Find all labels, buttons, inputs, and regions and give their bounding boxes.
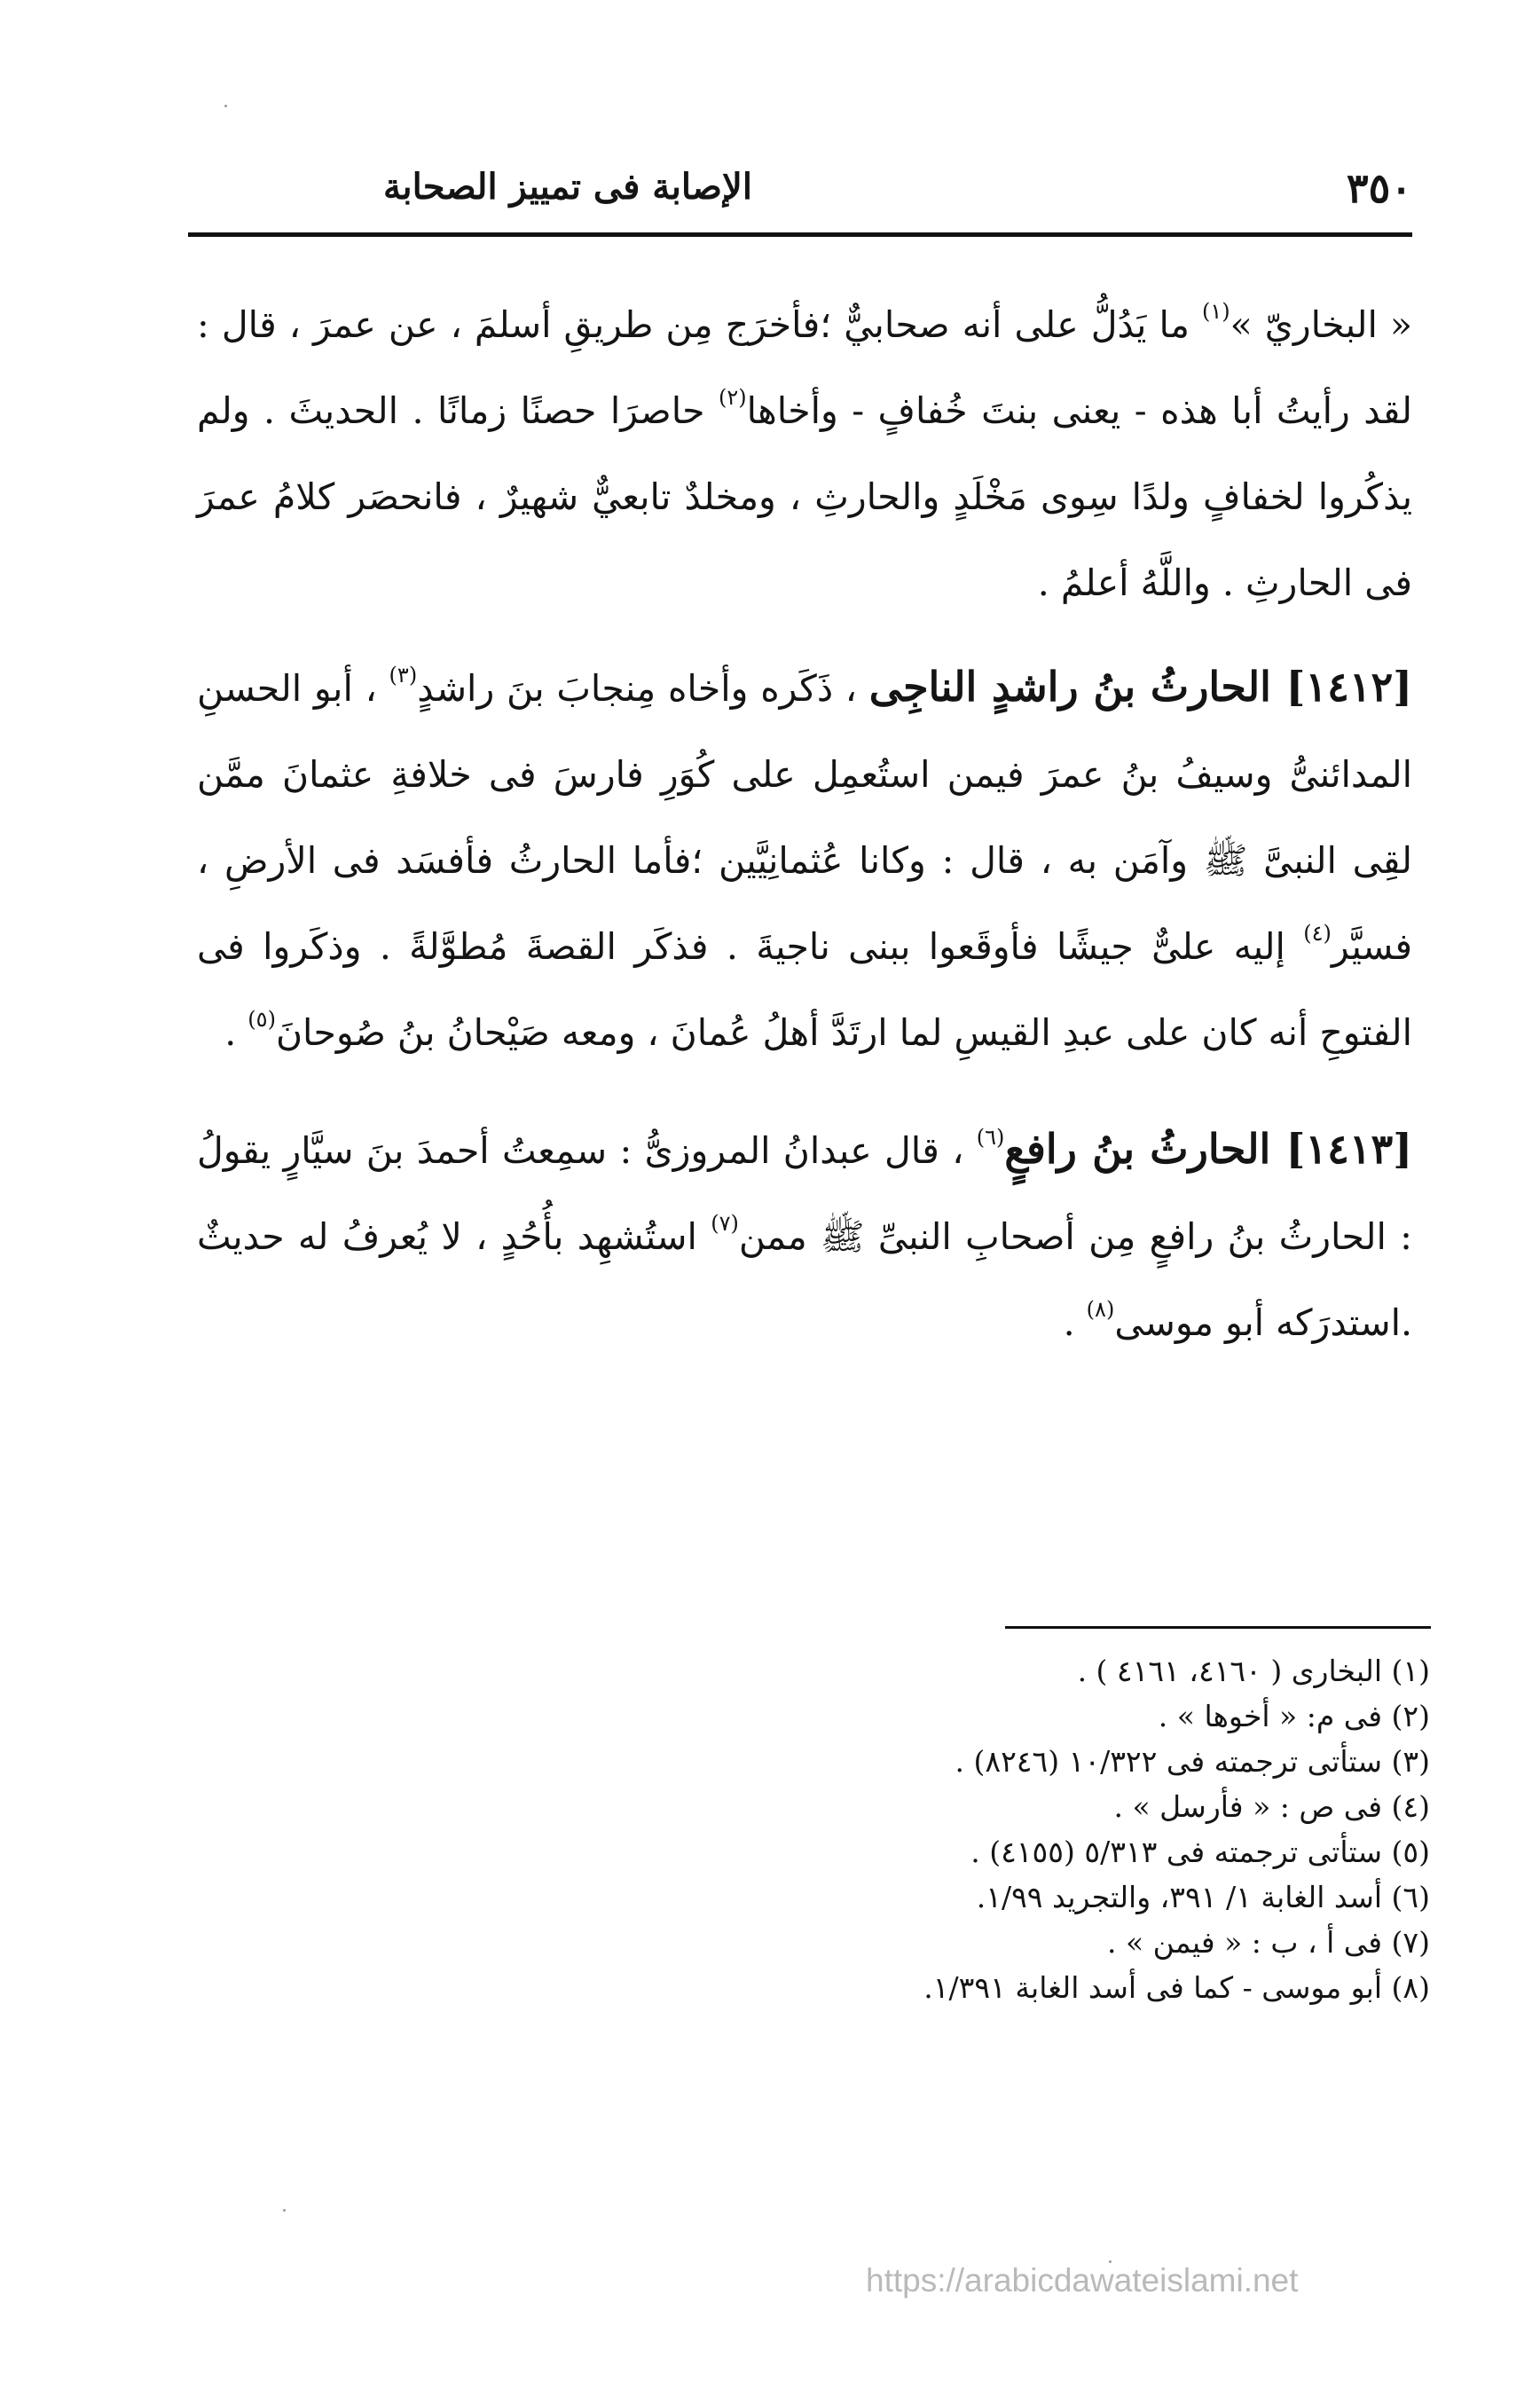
footnote-1: (١) البخارى ( ٤١٦٠، ٤١٦١ ) . bbox=[1077, 1654, 1430, 1688]
footnote-8: (٨) أبو موسى - كما فى أسد الغابة ١/٣٩١. bbox=[923, 1970, 1430, 2005]
footnote-3: (٣) ستأتى ترجمته فى ١٠/٣٢٢ (٨٢٤٦) . bbox=[955, 1744, 1430, 1779]
page-header bbox=[188, 164, 1412, 226]
entry-1412: [١٤١٢] الحارثُ بنُ راشدٍ الناجِى ، ذَكَره وأخاه مِنجابَ بنَ راشدٍ$^{(٣)}$ ، أبو الحسنِ المدائنىُّ وسيفُ بنُ عمرَ فيمن استُعمِل على كُوَرِ فارسَ فى خلافةِ عثمانَ ممَّن لقِى النبىَّ ﷺ وآمَن به ، قال : وكانا عُثمانِيَّين ؛فأما الحارثُ فأفسَد فى الأرضِ ، فسيَّر$^{(٤)}$ إليه علىٌّ جيشًا فأوقَعوا ببنى ناجيةَ . فذكَر القصةَ مُطوَّلةً . وذكَروا فى الفتوحِ أنه كان على عبدِ القيسِ لما ارتَدَّ أهلُ عُمانَ ، ومعه صَيْحانُ بنُ صُوحانَ$^{(٥)}$ . bbox=[197, 663, 1412, 1054]
scan-speck bbox=[283, 2209, 286, 2212]
footnote-5: (٥) ستأتى ترجمته فى ٥/٣١٣ (٤١٥٥) . bbox=[970, 1835, 1430, 1869]
scan-speck bbox=[224, 105, 227, 107]
footnote-ref-6: (٦) bbox=[976, 1125, 1005, 1151]
entry-heading-1412: [١٤١٢] الحارثُ بنُ راشدٍ الناجِى bbox=[868, 663, 1412, 711]
footnote-ref-4: (٤) bbox=[1303, 921, 1332, 947]
footnote-ref-2: (٢) bbox=[718, 385, 747, 411]
main-text bbox=[197, 282, 1412, 1366]
footnote-ref-5: (٥) bbox=[248, 1007, 276, 1033]
footnote-ref-7: (٧) bbox=[711, 1211, 739, 1237]
footnote-ref-3: (٣) bbox=[389, 663, 418, 688]
running-title: الإصابة فى تمييز الصحابة bbox=[383, 166, 752, 208]
entry-1413: [١٤١٣] الحارثُ بنُ رافعٍ$^{(٦)}$ ، قال عبدانُ المروزىُّ : سمِعتُ أحمدَ بنَ سيَّارٍ يقولُ : الحارثُ بنُ رافعٍ مِن أصحابِ النبىِّ ﷺ ممن$^{(٧)}$ استُشهِد بأُحُدٍ ، لا يُعرفُ له حديثٌ .استدرَكه أبو موسى$^{(٨)}$ . bbox=[197, 1125, 1412, 1344]
footnote-4: (٤) فى ص : « فأرسل » . bbox=[1113, 1789, 1430, 1824]
entry-heading-1413: [١٤١٣] الحارثُ بنُ رافعٍ bbox=[1004, 1125, 1412, 1173]
header-rule bbox=[188, 232, 1412, 237]
paragraph-bukhari: « البخاريّ »$^{(١)}$ ما يَدُلُّ على أنه صحابيٌّ ؛فأخرَج مِن طريقِ أسلمَ ، عن عمرَ ، قال : لقد رأيتُ أبا هذه - يعنى بنتَ خُفافٍ - وأخاها$^{(٢)}$ حاصرَا حصنًا زمانًا . الحديثَ . ولم يذكُروا لخفافٍ ولدًا سِوى مَخْلَدٍ والحارثِ ، ومخلدٌ تابعيٌّ شهيرٌ ، فانحصَر كلامُ عمرَ فى الحارثِ . واللَّهُ أعلمُ . bbox=[197, 299, 1412, 604]
footnote-ref-1: (١) bbox=[1201, 299, 1230, 325]
page-number: ٣٥٠ bbox=[1346, 164, 1412, 212]
footnote-7: (٧) فى أ ، ب : « فيمن » . bbox=[1107, 1925, 1430, 1960]
watermark-url: https://arabicdawateislami.net bbox=[866, 2262, 1299, 2299]
footnote-6: (٦) أسد الغابة ١/ ٣٩١، والتجريد ١/٩٩. bbox=[976, 1880, 1430, 1914]
footnote-rule bbox=[1005, 1626, 1431, 1629]
footnote-2: (٢) فى م: « أخوها » . bbox=[1158, 1699, 1430, 1733]
footnote-ref-8: (٨) bbox=[1086, 1297, 1115, 1323]
footnotes bbox=[197, 1648, 1430, 2010]
